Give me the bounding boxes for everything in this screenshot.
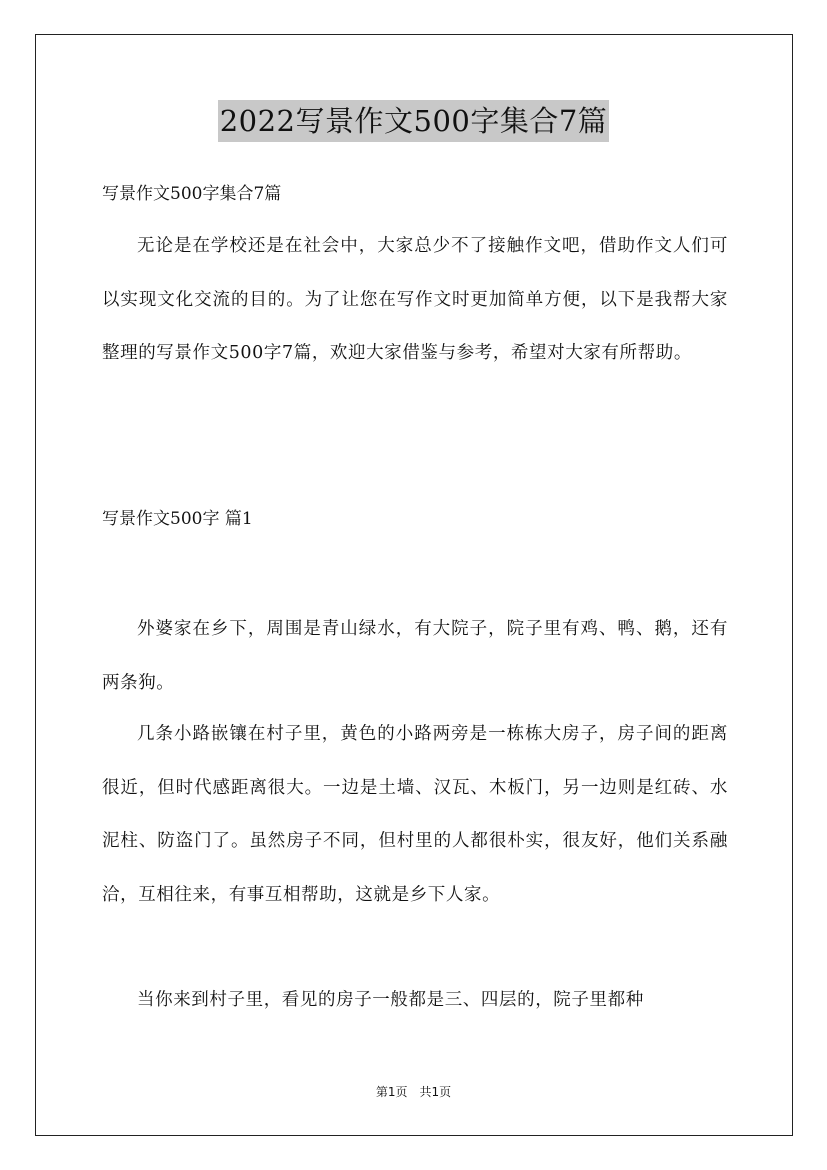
body-paragraph: 几条小路嵌镶在村子里，黄色的小路两旁是一栋栋大房子，房子间的距离很近，但时代感距离很大。一边是土墙、汉瓦、木板门，另一边则是红砖、水泥柱、防盗门了。虽然房子不同，但村里的人都很朴实，很友好，他们关系融洽，互相往来，有事互相帮助，这就是乡下人家。 xyxy=(102,724,728,905)
intro-paragraph: 无论是在学校还是在社会中，大家总少不了接触作文吧，借助作文人们可以实现文化交流的目的。为了让您在写作文时更加简单方便，以下是我帮大家整理的写景作文500字7篇，欢迎大家借鉴与参考，希望对大家有所帮助。 xyxy=(102,236,728,363)
body-paragraph: 当你来到村子里，看见的房子一般都是三、四层的，院子里都种 xyxy=(137,990,644,1010)
section-heading: 写景作文500字 篇1 xyxy=(102,509,253,529)
body-paragraph: 外婆家在乡下，周围是青山绿水，有大院子，院子里有鸡、鸭、鹅，还有两条狗。 xyxy=(102,619,728,693)
document-subtitle: 写景作文500字集合7篇 xyxy=(102,184,282,204)
page-footer: 第1页 共1页 xyxy=(375,1085,452,1099)
title-wrap xyxy=(0,100,827,142)
document-title: 2022写景作文500字集合7篇 xyxy=(218,100,610,142)
